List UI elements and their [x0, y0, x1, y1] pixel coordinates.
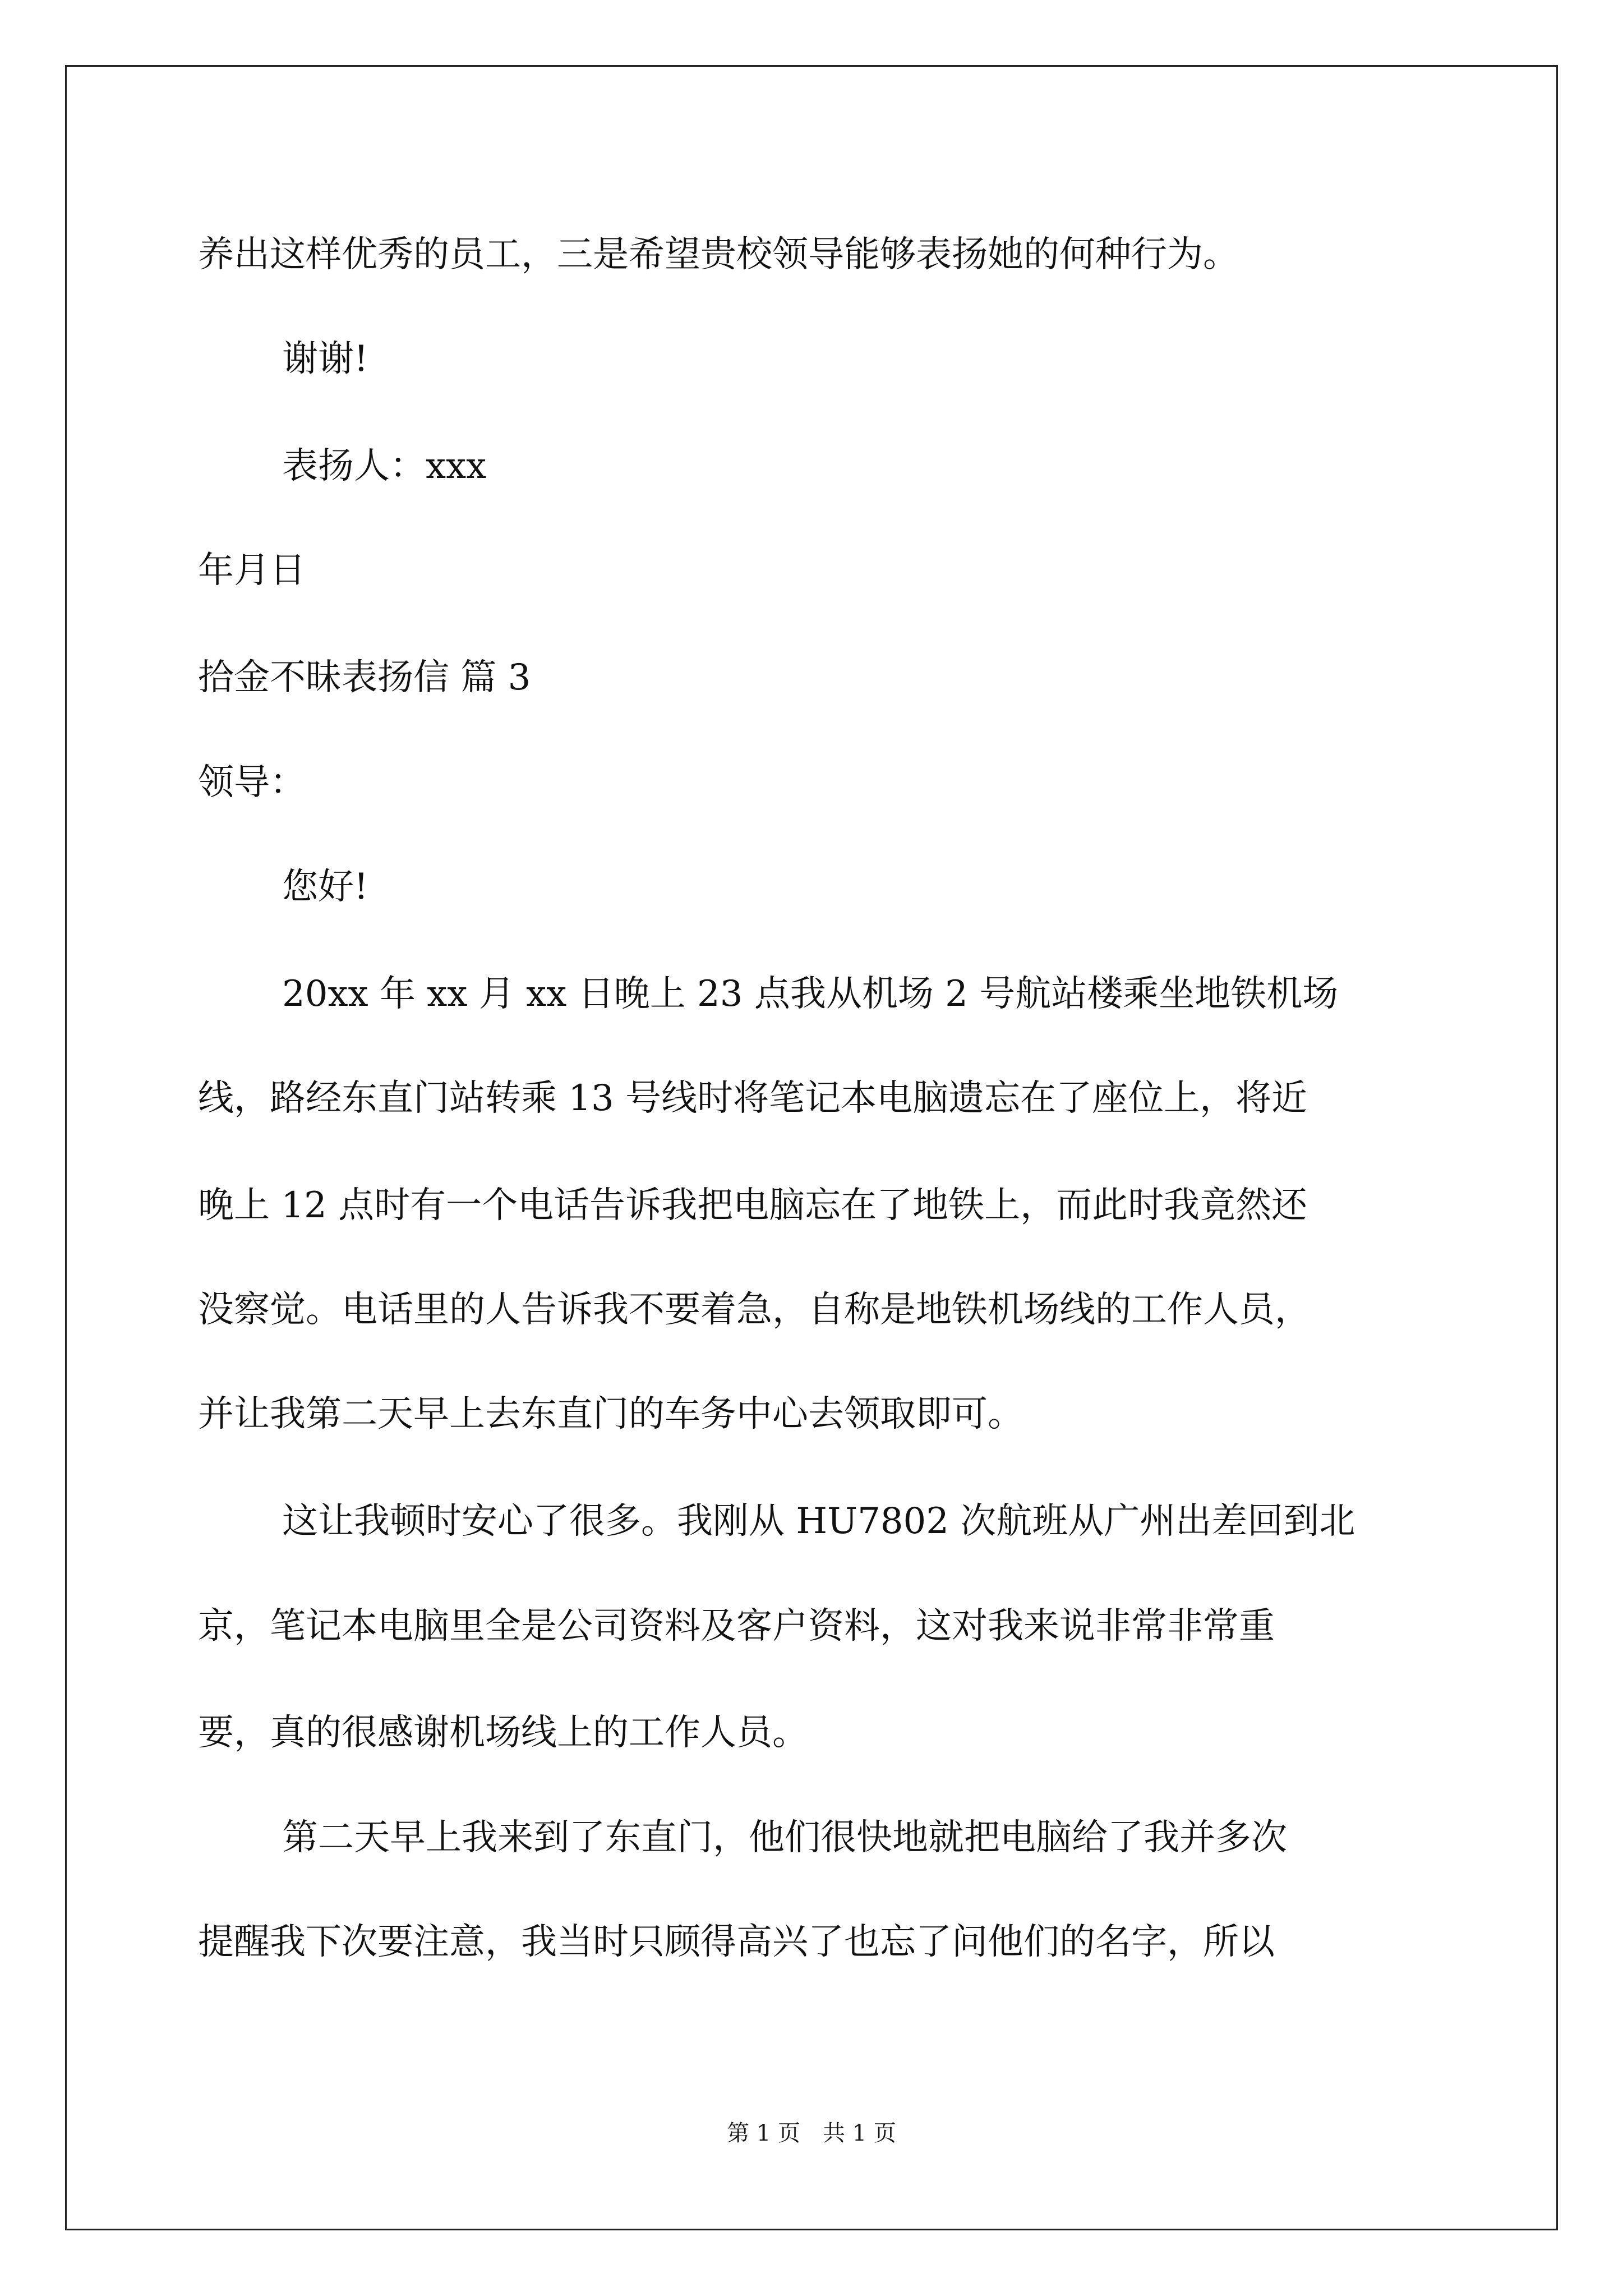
body-line-7: 这让我顿时安心了很多。我刚从 HU7802 次航班从广州出差回到北: [282, 1501, 1355, 1542]
page-total: 共 1 页: [823, 2120, 896, 2146]
body-line-8: 京，笔记本电脑里全是公司资料及客户资料，这对我来说非常非常重: [198, 1605, 1275, 1647]
greeting: 您好!: [282, 866, 368, 908]
body-line-5: 没察觉。电话里的人告诉我不要着急，自称是地铁机场线的工作人员，: [198, 1289, 1311, 1331]
body-line-1: 养出这样优秀的员工，三是希望贵校领导能够表扬她的何种行为。: [198, 234, 1239, 275]
salutation: 领导：: [198, 762, 306, 803]
section-title: 拾金不昧表扬信 篇 3: [198, 657, 531, 698]
thanks-line: 谢谢!: [282, 338, 368, 380]
page-footer: [0, 2119, 1623, 2147]
body-line-3: 线，路经东直门站转乘 13 号线时将笔记本电脑遗忘在了座位上，将近: [198, 1078, 1308, 1119]
page-border: [65, 65, 1558, 2230]
body-line-2: 20xx 年 xx 月 xx 日晚上 23 点我从机场 2 号航站楼乘坐地铁机场: [282, 973, 1339, 1015]
body-line-4: 晚上 12 点时有一个电话告诉我把电脑忘在了地铁上，而此时我竟然还: [198, 1185, 1308, 1226]
body-line-9: 要，真的很感谢机场线上的工作人员。: [198, 1712, 808, 1754]
signer-line: 表扬人：xxx: [282, 445, 487, 487]
body-line-10: 第二天早上我来到了东直门，他们很快地就把电脑给了我并多次: [282, 1817, 1287, 1858]
body-line-11: 提醒我下次要注意，我当时只顾得高兴了也忘了问他们的名字，所以: [198, 1921, 1275, 1963]
date-line: 年月日: [198, 550, 306, 591]
body-line-6: 并让我第二天早上去东直门的车务中心去领取即可。: [198, 1393, 1023, 1435]
page-number: 第 1 页: [727, 2120, 800, 2146]
